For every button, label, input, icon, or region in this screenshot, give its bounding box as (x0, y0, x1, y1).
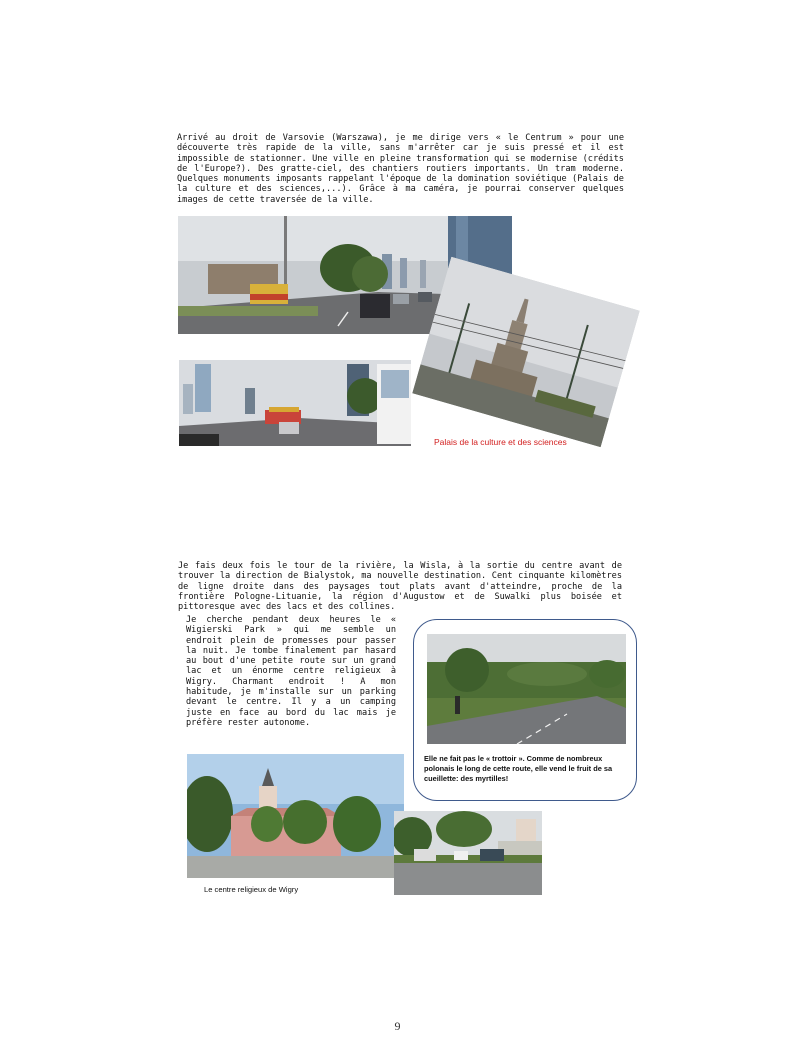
photo-palace-of-culture (412, 257, 640, 448)
caption-palais: Palais de la culture et des sciences (434, 437, 567, 447)
caption-wigry: Le centre religieux de Wigry (204, 885, 299, 894)
photo-wigry-church (187, 754, 404, 878)
paragraph-wigry: Je cherche pendant deux heures le « Wigierski Park » qui me semble un endroit plein de promesses pour passer la nuit. Je tombe finalement par hasard au bout d'une petite route sur un grand lac et un énorme centre religieux à Wigry. Charmant endroit ! A mon habitude, je m'installe sur un parking devant le centre. Il y a un camping juste en face au bord du lac mais je préfère rester autonome. (186, 615, 396, 728)
photo-straight-road (427, 634, 626, 744)
caption-cueillette: Elle ne fait pas le « trottoir ». Comme de nombreux polonais le long de cette route, elle vend le fruit de sa cueillette: des myrtilles! (424, 754, 613, 783)
paragraph-warsaw: Arrivé au droit de Varsovie (Warszawa), je me dirige vers « le Centrum » pour une découverte très rapide de la ville, sans m'arrêter car je suis pressé et il est impossible de stationner. Une ville en pleine transformation qui se modernise (crédits de l'Europe?). Des gratte-ciel, des chantiers routiers importants. Un tram moderne. Quelques monuments imposants rappelant l'époque de la domination soviétique (Palais de la culture et des sciences,...). Grâce à ma caméra, je pourrai conserver quelques images de cette traversée de la ville. (177, 133, 624, 205)
photo-warsaw-tram (179, 360, 411, 446)
photo-wigry-parking (394, 811, 542, 895)
page-number: 9 (394, 1019, 401, 1033)
paragraph-route: Je fais deux fois le tour de la rivière, la Wisla, à la sortie du centre avant de trouver la direction de Bialystok, ma nouvelle destination. Cent cinquante kilomètres de ligne droite dans des paysages tout plats avant d'atteindre, proche de la frontière Pologne-Lituanie, la région d'Augustow et de Suwalki plus boisée et pittoresque avec des lacs et des collines. (178, 561, 622, 613)
callout-box (413, 619, 637, 801)
